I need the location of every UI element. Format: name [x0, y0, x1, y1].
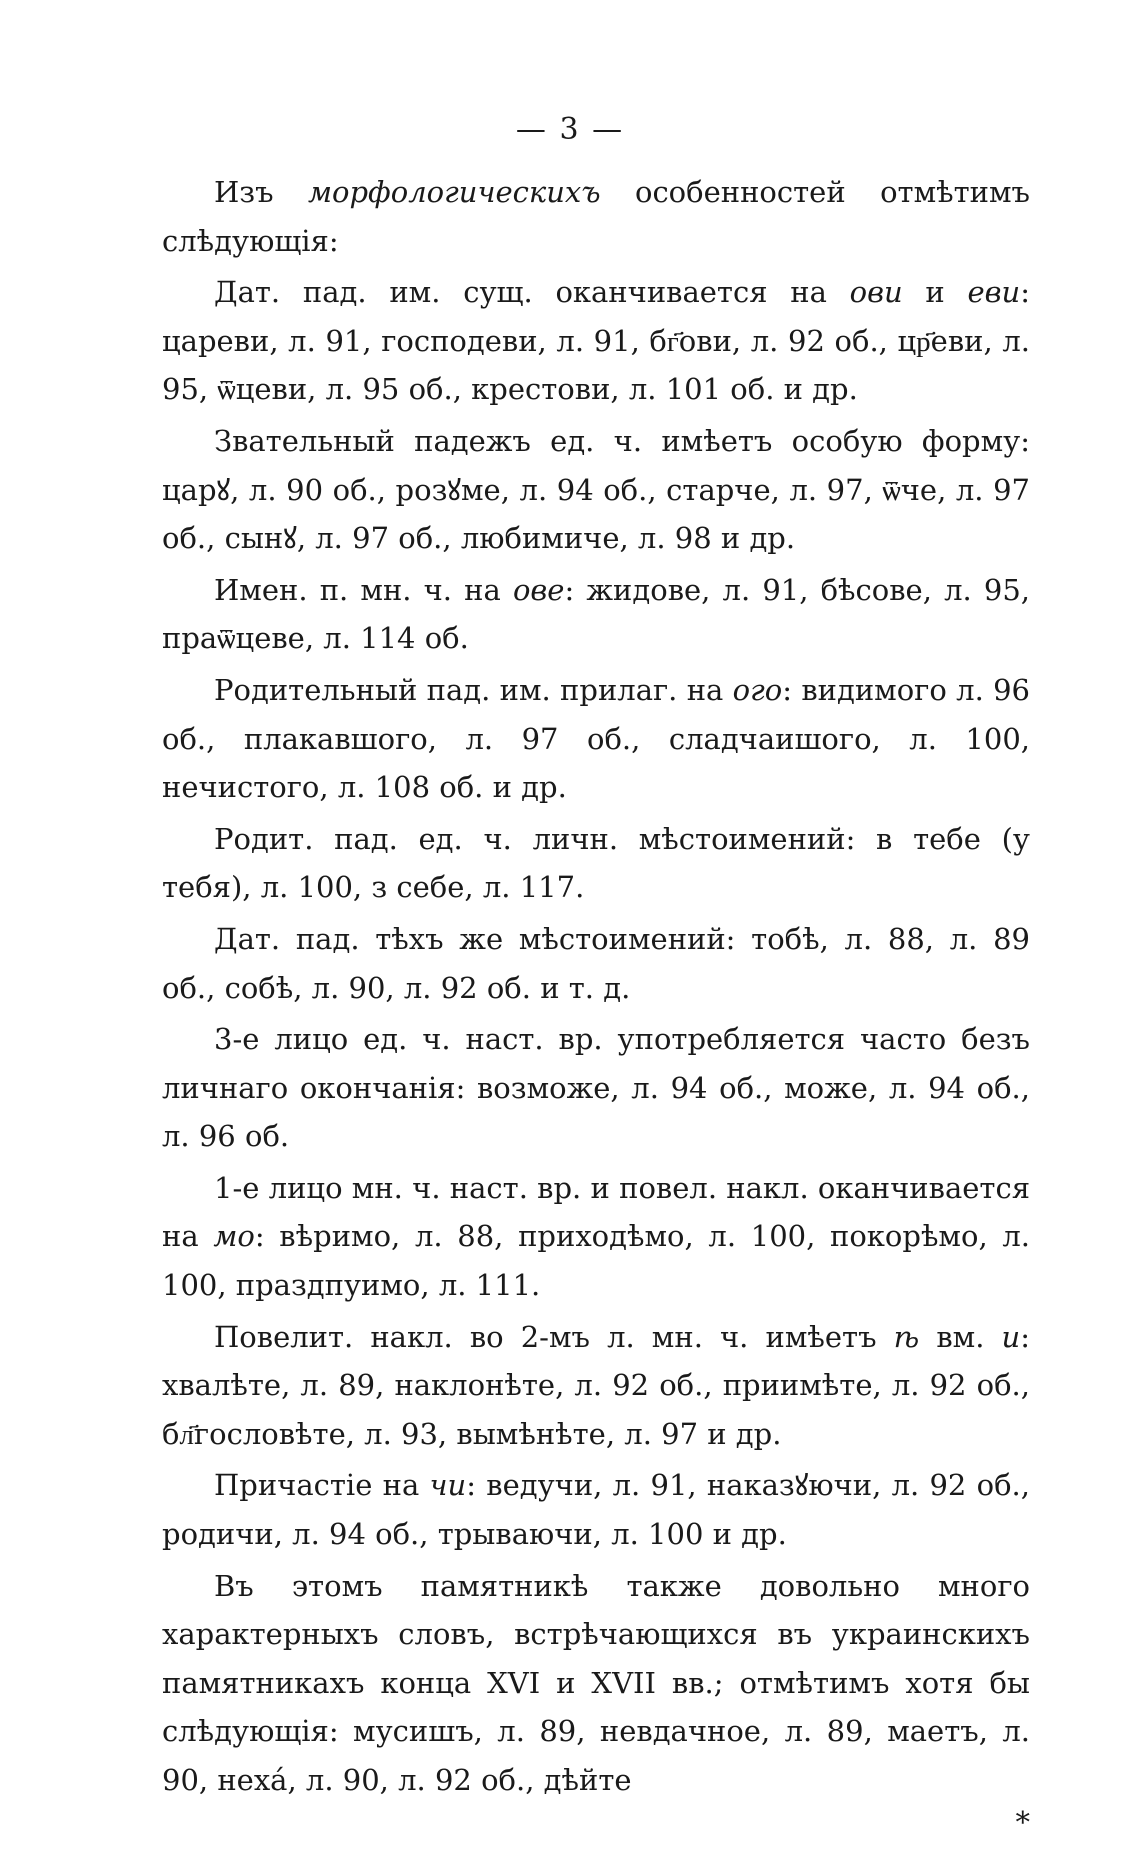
paragraph: Имен. п. мн. ч. на ове: жидове, л. 91, бѣсове, л. 95, праѿцеве, л. 114 об. [162, 572, 1030, 656]
paragraph: 3-е лицо ед. ч. наст. вр. употребляется часто безъ личнаго окончанія: возможе, л. 94 об., може, л. 94 об., л. 96 об. [162, 1022, 1030, 1154]
signature-mark: * [1015, 1804, 1030, 1839]
paragraph: Причастіе на чи: ведучи, л. 91, наказꙋючи, л. 92 об., родичи, л. 94 об., трываючи, л. 100 и др. [162, 1468, 1030, 1552]
paragraph: Звательный падежъ ед. ч. имѣетъ особую форму: царꙋ, л. 90 об., розꙋме, л. 94 об., старче, л. 97, ѿче, л. 97 об., сынꙋ, л. 97 об., любимиче, л. 98 и др. [162, 423, 1030, 556]
paragraph: Въ этомъ памятникѣ также довольно много характерныхъ словъ, встрѣчающихся въ украинскихъ памятникахъ конца XVI и XVII вв.; отмѣтимъ хотя бы слѣдующія: мусишъ, л. 89, невдачное, л. 89, маетъ, л. 90, неха́, л. 90, л. 92 об., дѣйте [162, 1568, 1030, 1797]
paragraph: Дат. пад. тѣхъ же мѣстоимений: тобѣ, л. 88, л. 89 об., собѣ, л. 90, л. 92 об. и т. д. [162, 921, 1030, 1005]
paragraph: Родительный пад. им. прилаг. на ого: видимого л. 96 об., плакавшого, л. 97 об., сладчаишого, л. 100, нечистого, л. 108 об. и др. [162, 672, 1030, 805]
paragraph: Родит. пад. ед. ч. личн. мѣстоимений: в тебе (у тебя), л. 100, з себе, л. 117. [162, 821, 1030, 905]
body-text [162, 168, 1030, 1849]
paragraph: Дат. пад. им. сущ. оканчивается на ови и еви: цареви, л. 91, господеви, л. 91, бг҃ови, л. 92 об., цр҃еви, л. 95, ѿцеви, л. 95 об., крестови, л. 101 об. и др. [162, 275, 1030, 407]
paragraph: Изъ морфологическихъ особенностей отмѣтимъ слѣдующія: [162, 175, 1030, 258]
paragraph: Повелит. накл. во 2-мъ л. мн. ч. имѣетъ ѣ вм. и: хвалѣте, л. 89, наклонѣте, л. 92 об., приимѣте, л. 92 об., бл҃гословѣте, л. 93, вымѣнѣте, л. 97 и др. [162, 1319, 1031, 1451]
page-number: — 3 — [515, 112, 625, 147]
paragraph: 1-е лицо мн. ч. наст. вр. и повел. накл. оканчивается на мо: вѣримо, л. 88, приходѣмо, л. 100, покорѣмо, л. 100, праздпуимо, л. 111. [162, 1170, 1031, 1303]
